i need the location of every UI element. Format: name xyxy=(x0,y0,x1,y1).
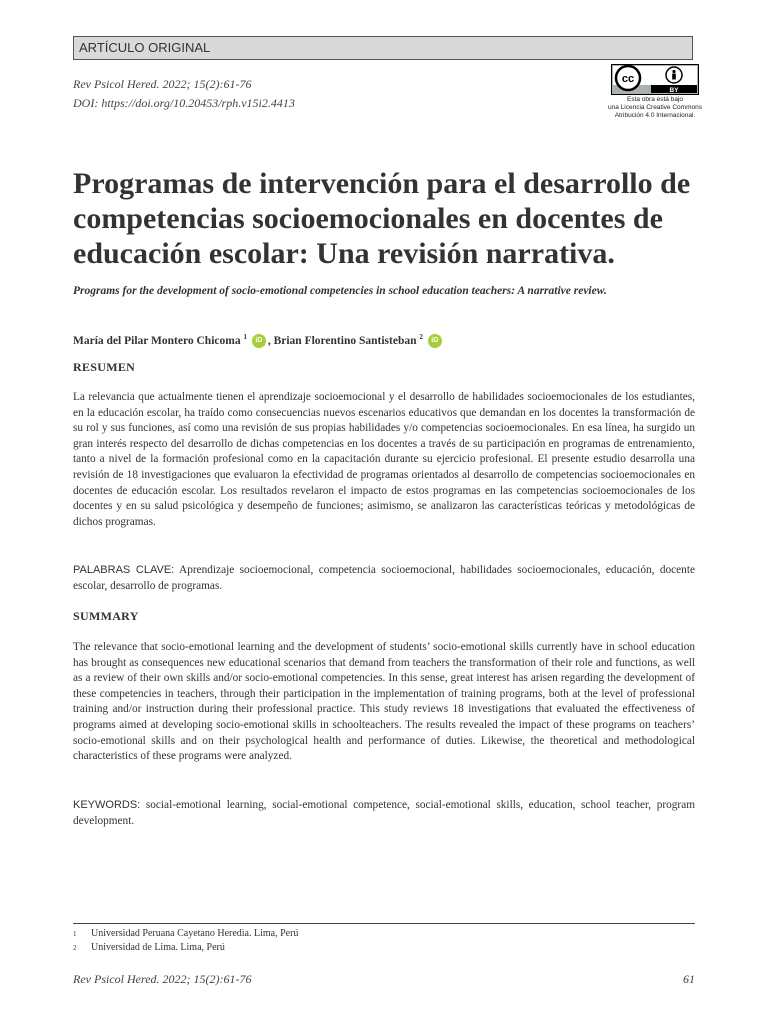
article-title: Programas de intervención para el desarrollo de competencias socioemocionales en docentes de educación escolar: Una revisión narrativa. xyxy=(73,167,691,270)
author-name: María del Pilar Montero Chicoma xyxy=(73,334,241,347)
journal-reference: Rev Psicol Hered. 2022; 15(2):61-76 xyxy=(73,77,252,91)
keywords-text: social-emotional learning, social-emotional competence, social-emotional skills, education, school teacher, program development. xyxy=(73,799,695,827)
summary-keywords xyxy=(73,798,695,829)
journal-citation xyxy=(73,75,295,113)
doi-link[interactable]: DOI: https://doi.org/10.20453/rph.v15i2.4413 xyxy=(73,96,295,110)
author-affiliation-ref: 1 xyxy=(243,333,247,341)
license-line-1: Esta obra está bajo xyxy=(626,96,683,103)
summary-body: The relevance that socio-emotional learning and the development of students’ socio-emotional skills currently have in school education has brought as consequences new educational scenarios that demand from teachers the transformation of their role and functions, as well as a review of their own skills and/or socio-emotional competencies. In this sense, great interest has arisen regarding the development of these competencies in teachers, through their participation in the implementation of training programs, both at the level of professional training and/or instruction during their professional practice. This study reviews 18 investigations that evaluated the effectiveness of programs aimed at developing socio-emotional skills in schoolteachers. The results revealed the impact of these programs on teachers’ socio-emotional skills and on their psychological health and performance of duties. Likewise, the theoretical and methodological characteristics of these programs were analyzed. xyxy=(73,641,695,763)
orcid-icon[interactable]: iD xyxy=(252,334,266,348)
footnote xyxy=(73,941,225,955)
license-badge[interactable] xyxy=(604,64,706,120)
footnote-number: 2 xyxy=(73,944,77,952)
orcid-icon[interactable]: iD xyxy=(428,334,442,348)
resumen-keywords xyxy=(73,563,695,594)
author-affiliation-ref: 2 xyxy=(419,333,423,341)
article-subtitle-english: Programs for the development of socio-emotional competencies in school education teachers: A narrative review. xyxy=(73,285,607,297)
license-line-3: Atribución 4.0 Internacional. xyxy=(614,112,696,119)
resumen-body: La relevancia que actualmente tienen el aprendizaje socioemocional y el desarrollo de habilidades socioemocionales de los estudiantes, en la educación escolar, ha traído como consecuencias nuevos escenarios educativos que demandan en los docentes la transformación de su rol y sus funciones, así como una revisión de sus propias habilidades y/o competencias socioemocionales. En esa línea, ha surgido un gran interés respecto del desarrollo de dichas competencias en los docentes a través de su participación en programas de entrenamiento, tanto a nivel de la formación profesional como en la capacitación durante su ejercicio profesional. El presente estudio desarrolla una revisión de 18 investigaciones que evaluaron la efectividad de programas orientados al desarrollo de competencias socioemocionales en docentes de educación escolar. Los resultados revelaron el impacto de estos programas en las competencias socioemocionales de los docentes y en su salud psicológica y desempeño de funciones; asimismo, se analizaron las características teóricas y metodológicas de dichos programas. xyxy=(73,391,695,528)
svg-text:cc: cc xyxy=(621,73,635,85)
resumen-heading: RESUMEN xyxy=(73,360,136,374)
keywords-label: PALABRAS CLAVE: xyxy=(73,564,175,576)
cc-badge-label: BY xyxy=(669,87,679,94)
footnote-number: 1 xyxy=(73,930,77,938)
footnote-divider xyxy=(73,923,695,924)
license-line-2: una Licencia Creative Commons xyxy=(608,104,702,111)
section-label: ARTÍCULO ORIGINAL xyxy=(73,36,693,60)
footnote-text: Universidad de Lima. Lima, Perú xyxy=(91,942,225,953)
footer-citation: Rev Psicol Hered. 2022; 15(2):61-76 xyxy=(73,972,252,986)
author-list xyxy=(73,329,444,349)
footnote-text: Universidad Peruana Cayetano Heredia. Lima, Perú xyxy=(91,928,299,939)
author-name: Brian Florentino Santisteban xyxy=(273,334,417,347)
footnote xyxy=(73,927,298,941)
keywords-text: Aprendizaje socioemocional, competencia socioemocional, habilidades socioemocionales, educación, docente escolar, desarrollo de programas. xyxy=(73,564,695,592)
page-number: 61 xyxy=(683,972,695,986)
cc-by-icon xyxy=(611,64,699,95)
keywords-label: KEYWORDS: xyxy=(73,799,141,811)
author-separator: , xyxy=(267,334,274,347)
license-text xyxy=(604,96,706,120)
summary-heading: SUMMARY xyxy=(73,609,139,623)
